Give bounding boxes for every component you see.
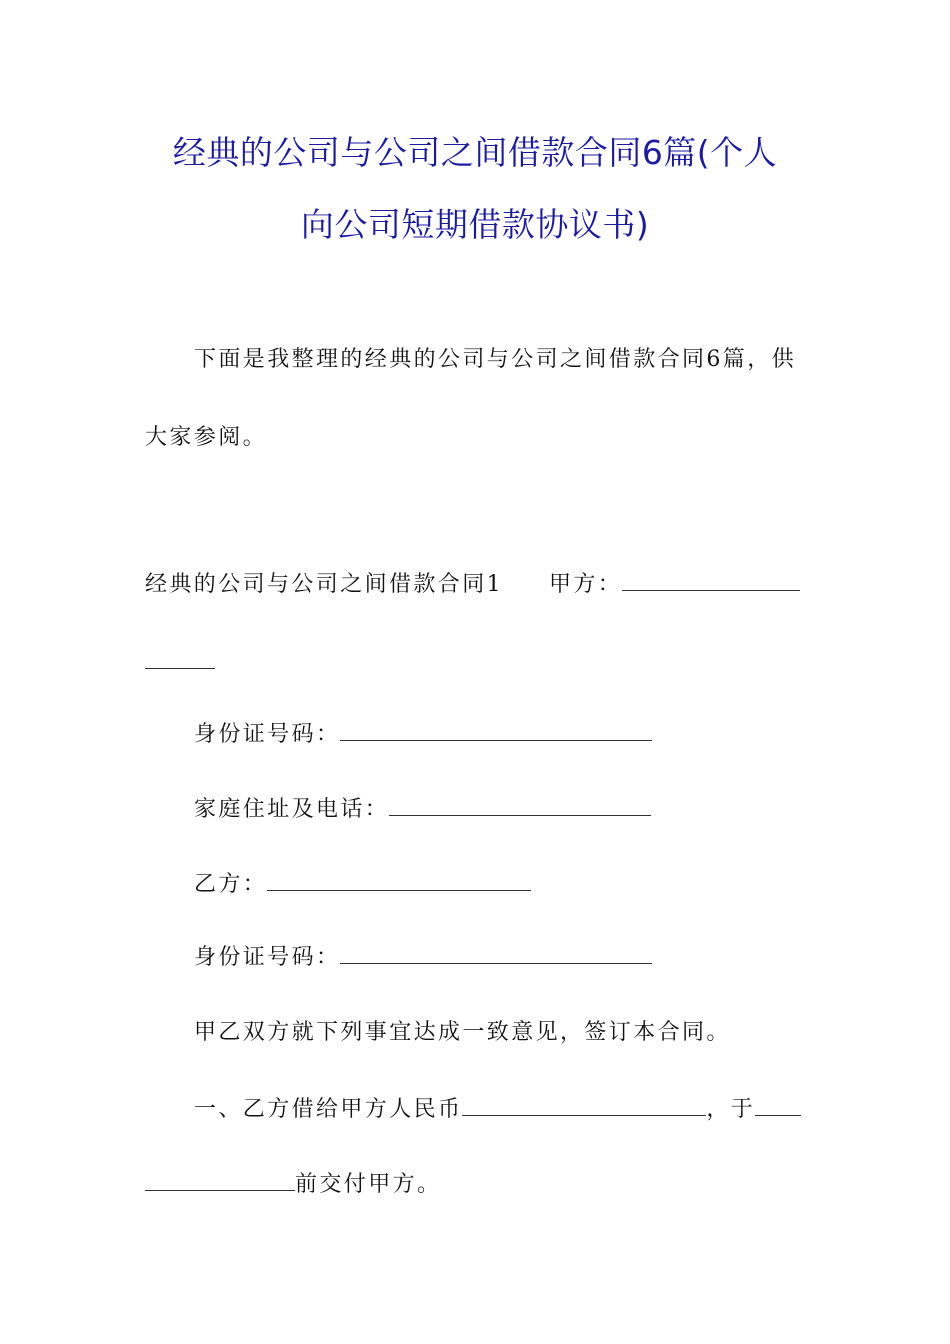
party-a-blank — [622, 572, 800, 591]
home-address-label: 家庭住址及电话： — [194, 797, 390, 822]
party-b-label: 乙方： — [194, 872, 268, 897]
intro-paragraph-line-1: 下面是我整理的经典的公司与公司之间借款合同6篇，供 — [194, 347, 796, 372]
delivery-date-blank — [755, 1097, 801, 1116]
id-number-b-row — [194, 943, 652, 973]
home-address-row — [194, 795, 651, 825]
clause-1-continued-row — [145, 1170, 441, 1200]
clause-1-mid: ，于 — [706, 1097, 756, 1122]
intro-paragraph-line-2: 大家参阅。 — [145, 425, 268, 450]
clause-1-prefix: 一、乙方借给甲方人民币 — [194, 1097, 463, 1122]
contract-heading: 经典的公司与公司之间借款合同1 — [145, 572, 503, 597]
id-number-a-blank — [340, 722, 652, 741]
loan-amount-blank — [462, 1097, 706, 1116]
party-a-blank-continued — [145, 650, 215, 669]
id-number-b-blank — [340, 945, 652, 964]
document-title-line-1: 经典的公司与公司之间借款合同6篇(个人 — [172, 133, 778, 172]
agreement-statement: 甲乙双方就下列事宜达成一致意见，签订本合同。 — [194, 1020, 731, 1045]
party-a-blank-continued-row — [145, 648, 215, 678]
party-b-row — [194, 870, 531, 900]
party-b-blank — [267, 872, 531, 891]
clause-1-suffix: 前交付甲方。 — [295, 1172, 442, 1197]
home-address-blank — [389, 797, 651, 816]
id-number-b-label: 身份证号码： — [194, 945, 341, 970]
id-number-a-label: 身份证号码： — [194, 722, 341, 747]
party-a-row — [145, 570, 800, 600]
document-title-line-2: 向公司短期借款协议书) — [300, 205, 650, 244]
clause-1-row — [194, 1095, 801, 1125]
party-a-label: 甲方： — [549, 572, 623, 597]
id-number-a-row — [194, 720, 652, 750]
delivery-date-blank-continued — [145, 1172, 295, 1191]
